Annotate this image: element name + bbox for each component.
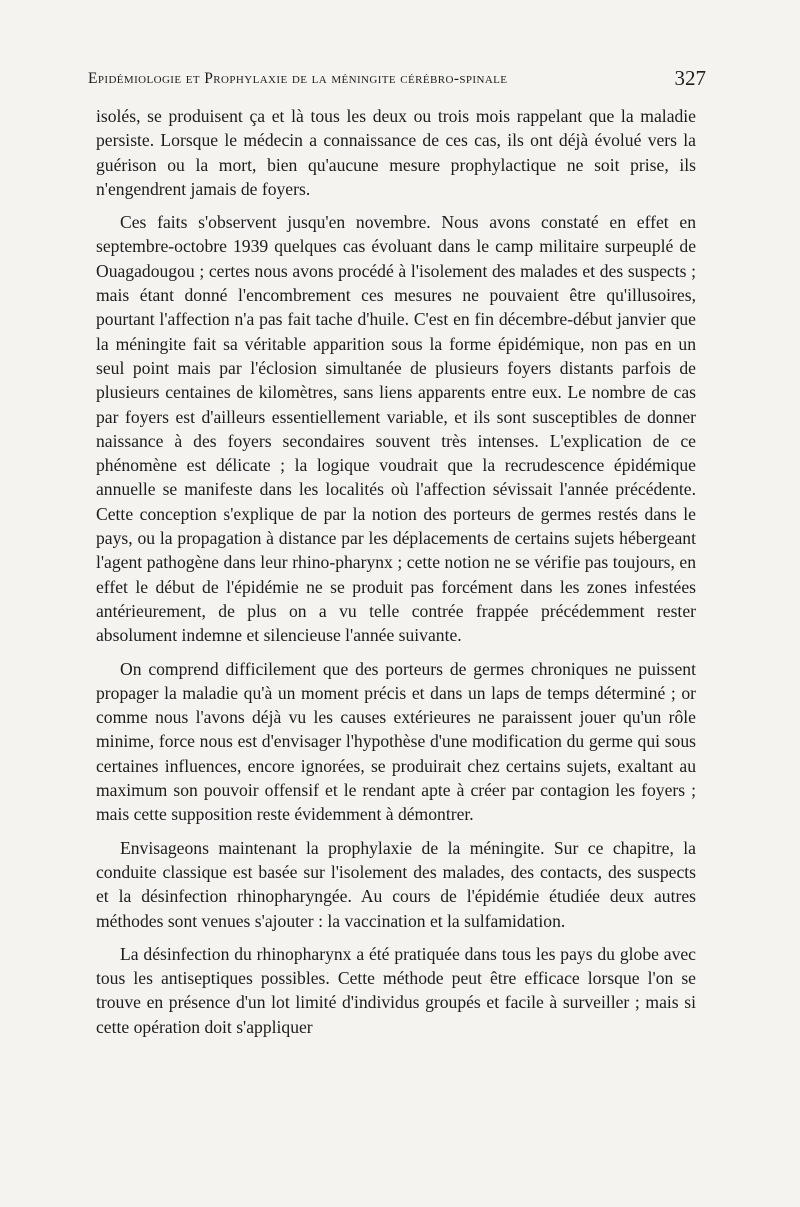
paragraph-1: isolés, se produisent ça et là tous les deux ou trois mois rappelant que la maladie persiste. Lorsque le médecin a connaissance de ces cas, ils ont déjà évolué vers la guérison ou la mort, bien qu'aucune mesure prophylactique ne soit prise, ils n'engendrent jamais de foyers.	[96, 106, 696, 199]
page-number: 327	[674, 66, 706, 90]
paragraph-4: Envisageons maintenant la prophylaxie de la méningite. Sur ce chapitre, la conduite classique est basée sur l'isolement des malades, des contacts, des suspects et la désinfection rhinopharyngée. Au cours de l'épidémie étudiée deux autres méthodes sont venues s'ajouter : la vaccination et la sulfamidation.	[96, 837, 696, 931]
running-header	[88, 66, 706, 96]
running-title: Epidémiologie et Prophylaxie de la méningite cérébro-spinale	[88, 70, 508, 87]
paragraph-5: La désinfection du rhinopharynx a été pratiquée dans tous les pays du globe avec tous les antiseptiques possibles. Cette méthode peut être efficace lorsque l'on se trouve en présence d'un lot limité d'individus groupés et facile à surveiller ; mais si cette opération doit s'appliquer	[96, 943, 696, 1037]
paragraph-3: On comprend difficilement que des porteurs de germes chroniques ne puissent propager la maladie qu'à un moment précis et dans un laps de temps déterminé ; or comme nous l'avons déjà vu les causes extérieures ne paraissent jouer qu'un rôle minime, force nous est d'envisager l'hypothèse d'une modification du germe qui sous certaines influences, encore ignorées, se produirait chez certains sujets, exaltant au maximum son pouvoir offensif et le rendant apte à créer par contagion les foyers ; mais cette supposition reste évidemment à démontrer.	[96, 658, 696, 825]
body-text	[96, 104, 696, 1048]
paragraph-2: Ces faits s'observent jusqu'en novembre. Nous avons constaté en effet en septembre-octobre 1939 quelques cas évoluant dans le camp militaire surpeuplé de Ouagadougou ; certes nous avons procédé à l'isolement des malades et des suspects ; mais étant donné l'encombrement ces mesures ne pouvaient être qu'illusoires, pourtant l'affection n'a pas fait tache d'huile. C'est en fin décembre-début janvier que la méningite fait sa véritable apparition sous la forme épidémique, non pas en un seul point mais par l'éclosion simultanée de plusieurs foyers distants parfois de plusieurs centaines de kilomètres, sans liens apparents entre eux. Le nombre de cas par foyers est d'ailleurs essentiellement variable, et ils sont susceptibles de donner naissance à des foyers secondaires souvent très intenses. L'explication de ce phénomène est délicate ; la logique voudrait que la recrudescence épidémique annuelle se manifeste dans les localités où l'affection sévissait l'année précédente. Cette conception s'explique de par la notion des porteurs de germes restés dans le pays, ou la propagation à distance par les déplacements de certains sujets hébergeant l'agent pathogène dans leur rhino-pharynx ; cette notion ne se vérifie pas toujours, en effet le début de l'épidémie ne se produit pas forcément dans les zones infestées antérieurement, de plus on a vu telle contrée frappée précédemment rester absolument indemne et silencieuse l'année suivante.	[96, 212, 696, 646]
